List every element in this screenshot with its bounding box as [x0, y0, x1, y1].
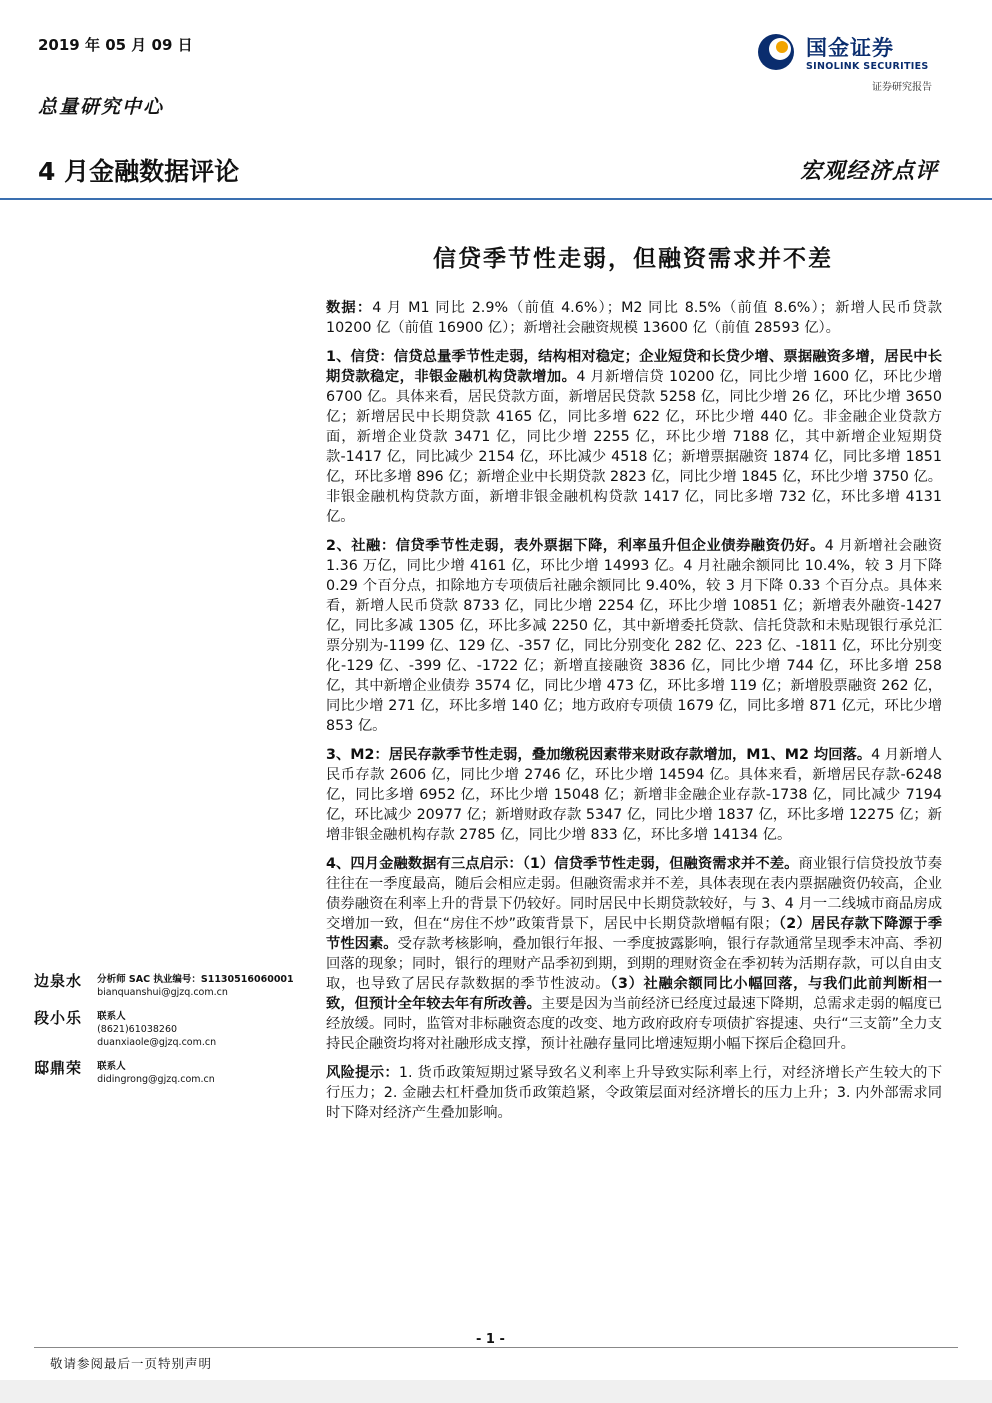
analyst-entry: [34, 1007, 304, 1049]
paragraph-lead: 风险提示：: [326, 1065, 399, 1081]
report-type: 宏观经济点评: [799, 158, 938, 184]
header-divider: [0, 198, 992, 200]
paragraph-text-3: 主要是因为当前经济已经度过最速下降期，总需求走弱的幅度已经放缓。同时，监管对非标融资态度的改变、地方政府政府专项债扩容提速、央行“三支箭”全力支持民企融资均将对社融形成支撑，预计社融存量同比增速短期小幅下探后企稳回升。: [326, 996, 943, 1052]
analyst-role: 分析师 SAC 执业编号：S1130516060001: [97, 974, 294, 985]
report-date: 2019 年 05 月 09 日: [38, 36, 193, 54]
analyst-role: 联系人: [97, 1011, 126, 1022]
paragraph-data: [326, 298, 942, 338]
company-logo: [756, 30, 956, 92]
paragraph-text: 1. 货币政策短期过紧导致名义利率上升导致实际利率上行，对经济增长产生较大的下行压力；2. 金融去杠杆叠加货币政策趋紧，令政策层面对经济增长的压力上升；3. 内外部需求同时下降对经济产生叠加影响。: [326, 1065, 942, 1121]
department-label: 总量研究中心: [38, 96, 165, 118]
analyst-entry: [34, 970, 304, 999]
logo-tagline: 证券研究报告: [872, 82, 932, 93]
page-number: - 1 -: [476, 1332, 505, 1347]
logo-english-name: SINOLINK SECURITIES: [806, 61, 929, 72]
analyst-entry: [34, 1057, 304, 1086]
analyst-info: [97, 1057, 215, 1086]
paragraph-lead: 4、四月金融数据有三点启示：（1）信贷季节性走弱，但融资需求并不差。: [326, 856, 799, 872]
analyst-name: 边泉水: [34, 972, 83, 990]
logo-mark-icon: [756, 32, 796, 72]
footer-disclaimer: 敬请参阅最后一页特别声明: [50, 1356, 213, 1371]
logo-chinese-name: 国金证券: [806, 36, 894, 60]
paragraph-lead-3: （3）社融余额同比小幅回落，与我们此前判断相一致，但预计全年较去年有所改善。: [326, 976, 943, 1012]
paragraph-lead: 数据：: [326, 300, 373, 316]
paragraph-lead: 3、M2：居民存款季节性走弱，叠加缴税因素带来财政存款增加，M1、M2 均回落。: [326, 747, 872, 763]
analyst-email[interactable]: duanxiaole@gjzq.com.cn: [97, 1037, 217, 1048]
report-body: [326, 298, 942, 1132]
paragraph-text: 商业银行信贷投放节奏往往在一季度最高，随后会相应走弱。但融资需求并不差，具体表现在表内票据融资仍较高，企业债券融资在利率上升的背景下仍较好。同时居民中长期贷款较好，与 3、4 月一二线城市商品房成交增加一致，但在“房住不炒”政策背景下，居民中长期贷款增幅有限；: [326, 856, 943, 932]
analyst-phone: (8621)61038260: [97, 1024, 178, 1035]
analyst-email[interactable]: didingrong@gjzq.com.cn: [97, 1074, 215, 1085]
paragraph-insights: [326, 854, 942, 1054]
paragraph-text: 4 月新增人民币存款 2606 亿，同比少增 2746 亿，环比少增 14594 亿。具体来看，新增居民存款-6248 亿，同比多增 6952 亿，环比少增 15048 亿；新增非金融企业存款-1738 亿，同比减少 7194 亿，环比减少 20977 亿；新增财政存款 5347 亿，同比少增 1837 亿，环比多增 12275 亿；新增非银金融机构存款 2785 亿，同比少增 833 亿，环比多增 14134 亿。: [326, 747, 943, 843]
headline: 信贷季节性走弱，但融资需求并不差: [433, 245, 833, 272]
footer-divider: [34, 1347, 958, 1348]
paragraph-text: 4 月 M1 同比 2.9%（前值 4.6%）；M2 同比 8.5%（前值 8.6%）；新增人民币贷款 10200 亿（前值 16900 亿）；新增社会融资规模 13600 亿（前值 28593 亿）。: [326, 300, 942, 336]
paragraph-text: 4 月新增信贷 10200 亿，同比少增 1600 亿，环比少增 6700 亿。具体来看，居民贷款方面，新增居民贷款 5258 亿，同比少增 26 亿，环比少增 3650 亿；新增居民中长期贷款 4165 亿，同比多增 622 亿，环比少增 440 亿。非金融企业贷款方面，新增企业贷款 3471 亿，同比少增 2255 亿，环比少增 7188 亿，其中新增企业短期贷款-1417 亿，同比减少 2154 亿，环比减少 4518 亿；新增票据融资 1874 亿，同比多增 1851 亿，环比多增 896 亿；新增企业中长期贷款 2823 亿，同比少增 1845 亿，环比少增 3750 亿。非银金融机构贷款方面，新增非银金融机构贷款 1417 亿，同比多增 732 亿，环比多增 4131 亿。: [326, 369, 943, 525]
analyst-email[interactable]: bianquanshui@gjzq.com.cn: [97, 987, 228, 998]
analyst-name: 邸鼎荣: [34, 1059, 83, 1077]
paragraph-text: 4 月新增社会融资 1.36 万亿，同比少增 4161 亿，环比少增 14993 亿。4 月社融余额同比 10.4%，较 3 月下降 0.29 个百分点，扣除地方专项债后社融余额同比 9.40%，较 3 月下降 0.33 个百分点。具体来看，新增人民币贷款 8733 亿，同比少增 2254 亿，环比少增 10851 亿；新增表外融资-1427 亿，同比多减 1305 亿，环比多减 2250 亿，其中新增委托贷款、信托贷款和未贴现银行承兑汇票分别为-1199 亿、129 亿、-357 亿，同比分别变化 282 亿、223 亿、-1811 亿，环比分别变化-129 亿、-399 亿、-1722 亿；新增直接融资 3836 亿，同比少增 744 亿，环比多增 258 亿，其中新增企业债券 3574 亿，同比少增 473 亿，环比多增 119 亿；新增股票融资 262 亿，同比少增 271 亿，环比多增 140 亿；地方政府专项债 1679 亿，同比多增 871 亿元，环比少增 853 亿。: [326, 538, 943, 734]
analyst-list: [34, 970, 304, 1094]
analyst-info: [97, 1007, 216, 1049]
analyst-info: [97, 970, 294, 999]
paragraph-credit: [326, 347, 942, 527]
paragraph-lead: 2、社融：信贷季节性走弱，表外票据下降，利率虽升但企业债券融资仍好。: [326, 538, 825, 554]
paragraph-lead-2: （2）居民存款下降源于季节性因素。: [326, 916, 943, 952]
report-title: 4 月金融数据评论: [38, 157, 240, 186]
paragraph-lead: 1、信贷：信贷总量季节性走弱，结构相对稳定；企业短贷和长贷少增、票据融资多增，居民中长期贷款稳定，非银金融机构贷款增加。: [326, 349, 942, 385]
footer-band: [0, 1380, 992, 1403]
paragraph-text-2: 受存款考核影响，叠加银行年报、一季度披露影响，银行存款通常呈现季末冲高、季初回落的现象；同时，银行的理财产品季初到期，到期的理财资金在季初转为活期存款，可以自由支取，也导致了居民存款数据的季节性波动。: [326, 936, 943, 992]
paragraph-risk: [326, 1063, 942, 1123]
analyst-name: 段小乐: [34, 1009, 83, 1027]
analyst-role: 联系人: [97, 1061, 126, 1072]
paragraph-social-financing: [326, 536, 942, 736]
paragraph-m2: [326, 745, 942, 845]
